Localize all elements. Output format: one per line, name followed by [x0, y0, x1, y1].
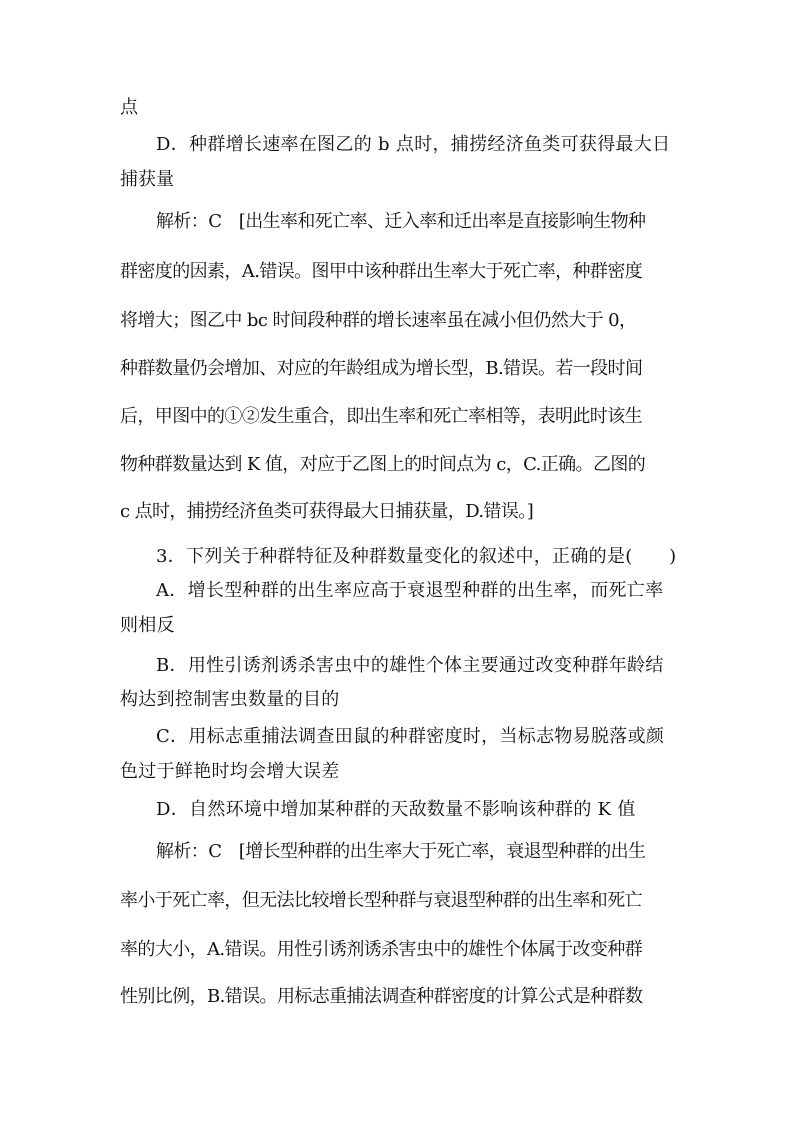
solution-1-line-2: 群密度的因素，A.错误。图甲中该种群出生率大于死亡率，种群密度	[120, 261, 643, 282]
solution-1-line-1: 解析：C [出生率和死亡率、迁入率和迁出率是直接影响生物种	[156, 211, 646, 232]
option-c-line-1: C．用标志重捕法调查田鼠的种群密度时，当标志物易脱落或颜	[156, 726, 665, 747]
option-c-line-2: 色过于鲜艳时均会增大误差	[120, 761, 340, 782]
option-d-line-1: D．种群增长速率在图乙的 b 点时，捕捞经济鱼类可获得最大日	[156, 134, 671, 155]
solution-2-line-4: 性别比例，B.错误。用标志重捕法调查种群密度的计算公式是种群数	[120, 986, 643, 1007]
solution-1-line-3: 将增大；图乙中 bc 时间段种群的增长速率虽在减小但仍然大于 0，	[120, 310, 637, 331]
option-b-line-2: 构达到控制害虫数量的目的	[120, 689, 340, 710]
text-line-1: 点	[120, 97, 138, 118]
solution-1-line-5: 后，甲图中的①②发生重合，即出生率和死亡率相等，表明此时该生	[120, 406, 642, 427]
solution-1-line-6: 物种群数量达到 K 值，对应于乙图上的时间点为 c，C.正确。乙图的	[120, 454, 646, 475]
solution-1-line-4: 种群数量仍会增加、对应的年龄组成为增长型，B.错误。若一段时间	[120, 358, 643, 379]
option-b-line-1: B．用性引诱剂诱杀害虫中的雄性个体主要通过改变种群年龄结	[156, 655, 664, 676]
option-a-line-1: A．增长型种群的出生率应高于衰退型种群的出生率，而死亡率	[156, 580, 664, 601]
solution-2-line-3: 率的大小，A.错误。用性引诱剂诱杀害虫中的雄性个体属于改变种群	[120, 939, 643, 960]
solution-2-line-2: 率小于死亡率，但无法比较增长型种群与衰退型种群的出生率和死亡	[120, 890, 642, 911]
option-d-q3: D．自然环境中增加某种群的天敌数量不影响该种群的 K 值	[156, 799, 636, 820]
solution-2-line-1: 解析：C [增长型种群的出生率大于死亡率，衰退型种群的出生	[156, 841, 646, 862]
question-3-stem: 3．下列关于种群特征及种群数量变化的叙述中，正确的是( )	[156, 546, 677, 567]
solution-1-line-7: c 点时，捕捞经济鱼类可获得最大日捕获量，D.错误。]	[120, 501, 534, 522]
option-d-line-2: 捕获量	[120, 169, 174, 190]
option-a-line-2: 则相反	[120, 615, 175, 636]
